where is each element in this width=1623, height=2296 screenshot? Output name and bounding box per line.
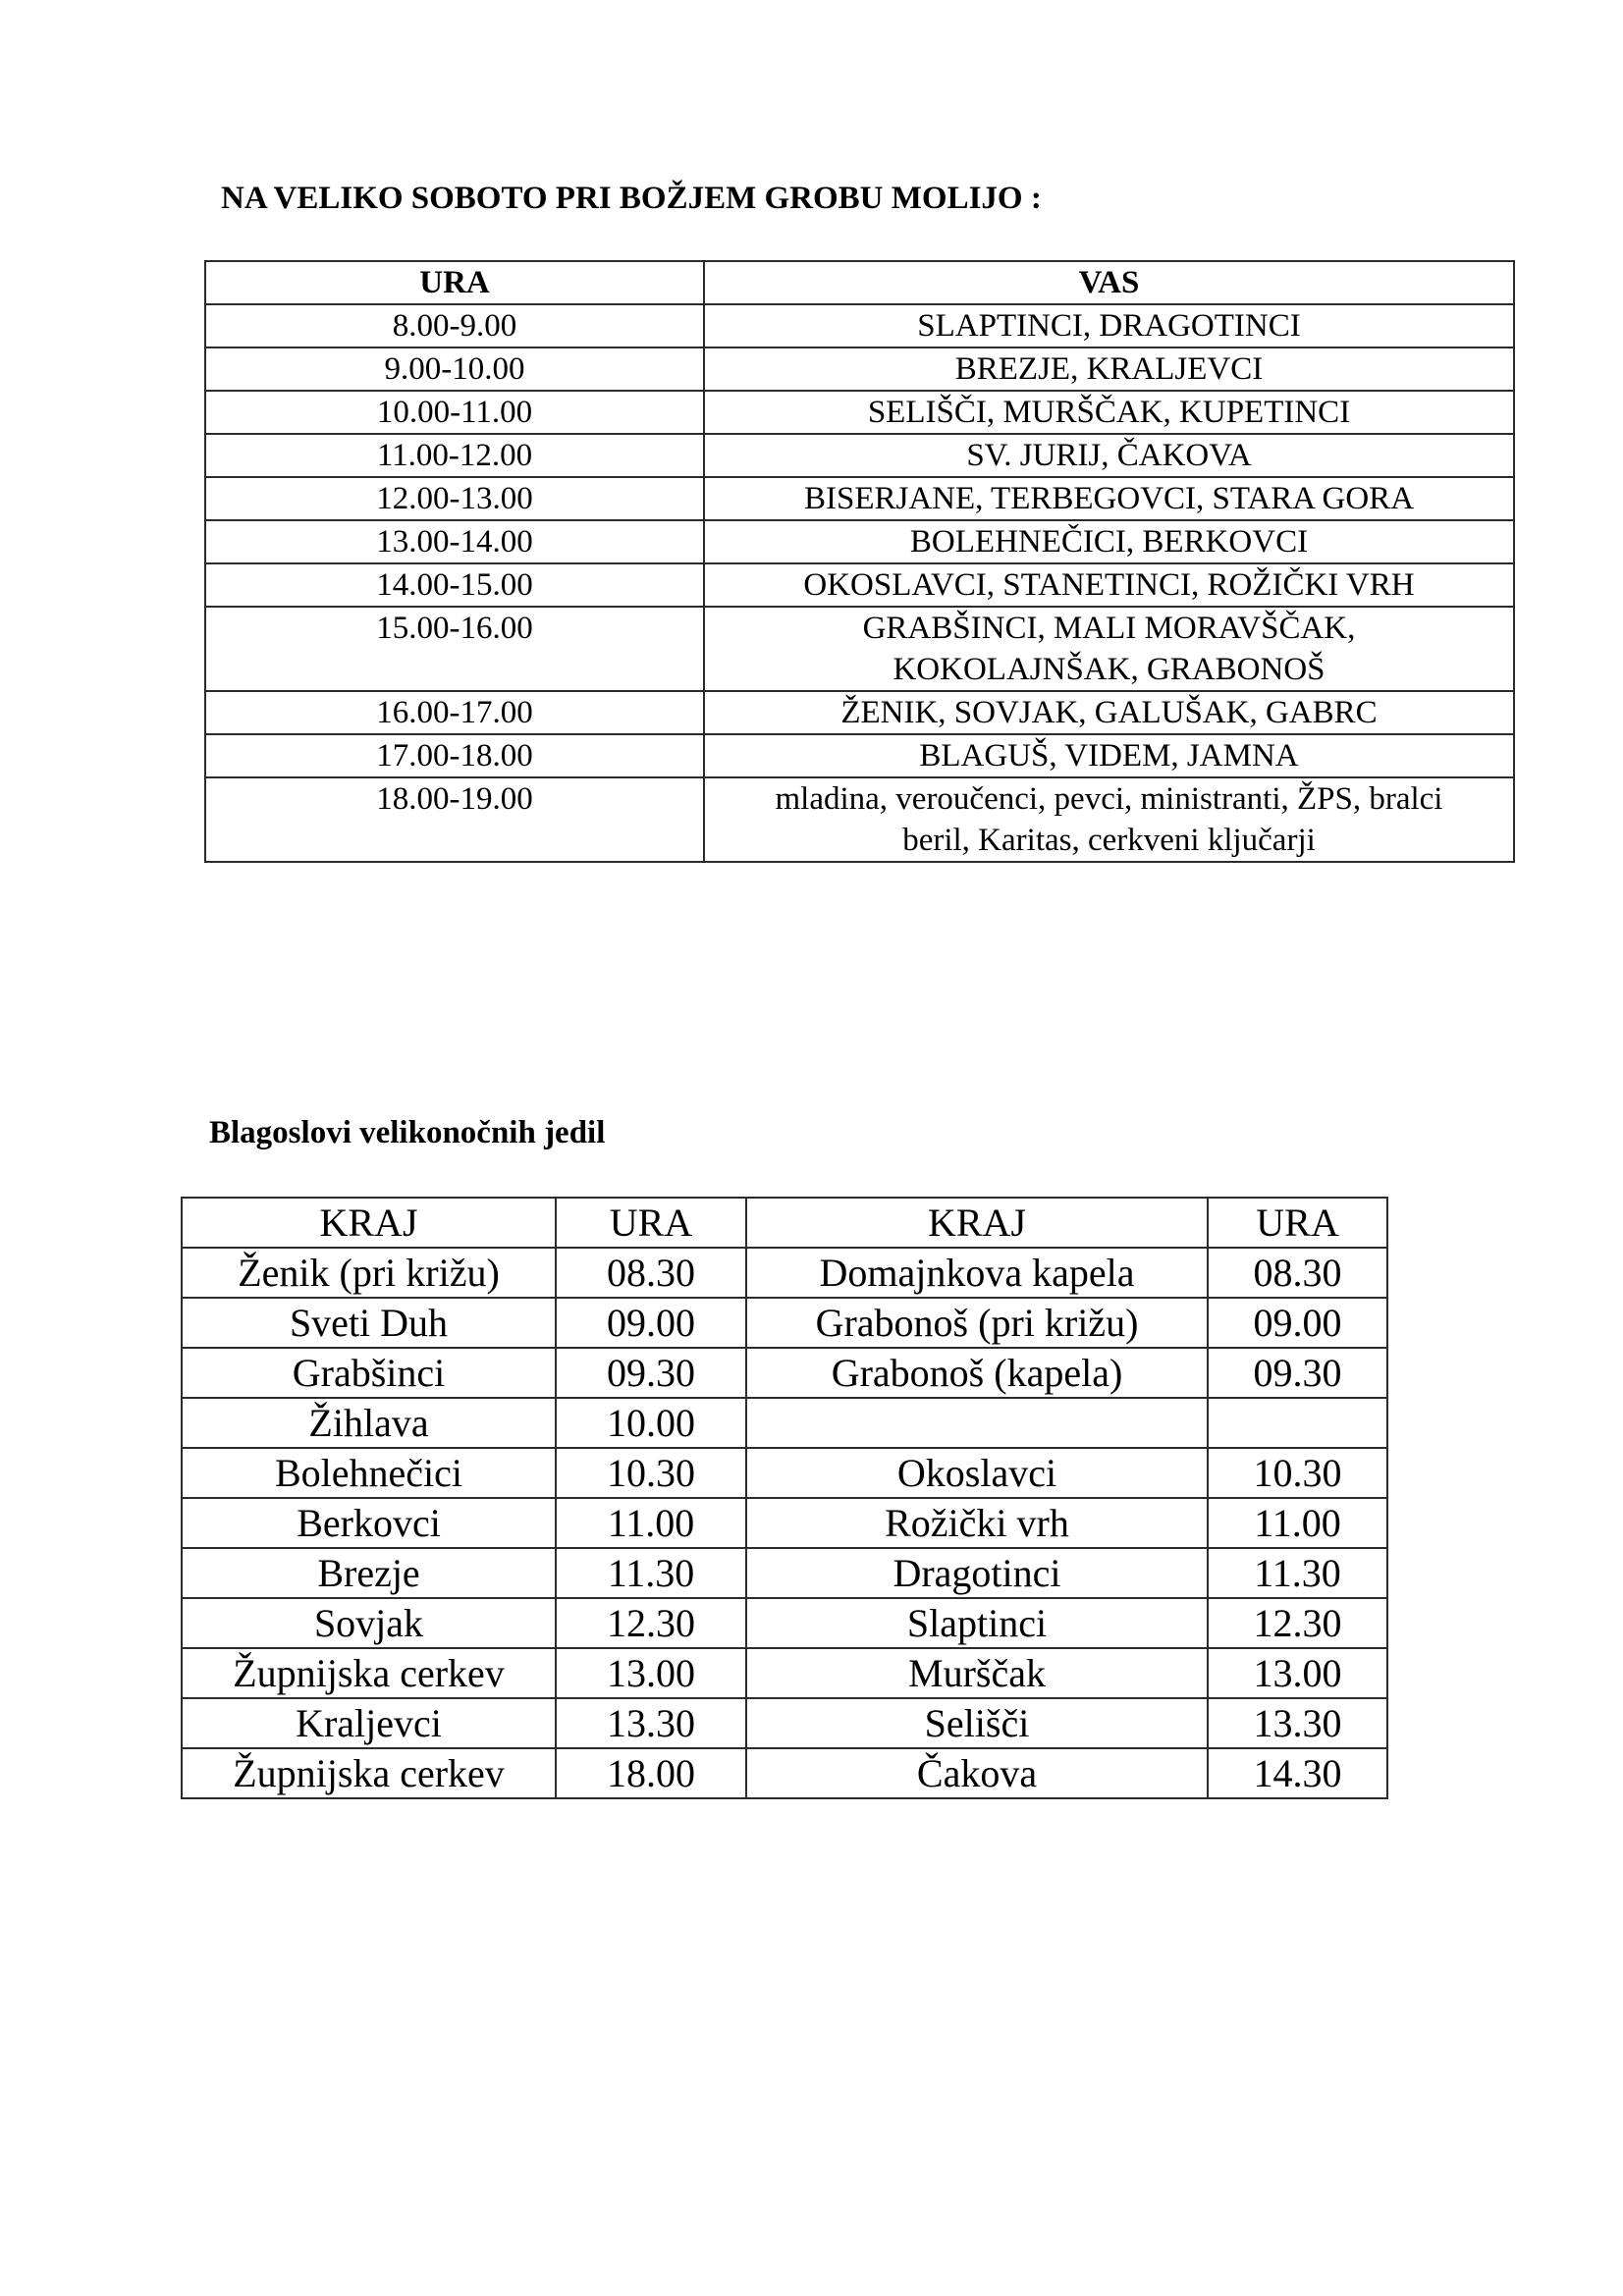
time-cell: 18.00-19.00 (205, 777, 704, 862)
place-cell: Sveti Duh (182, 1298, 556, 1348)
time-cell: 08.30 (1208, 1248, 1387, 1298)
table-row (182, 1648, 1387, 1698)
village-text: BLAGUŠ, VIDEM, JAMNA (919, 738, 1299, 774)
village-text: mladina, veroučenci, pevci, ministranti, ŽPS, bralci (775, 781, 1443, 817)
table-row (205, 477, 1514, 520)
village-text: GRABŠINCI, MALI MORAVŠČAK, (862, 611, 1356, 646)
time-cell (1208, 1398, 1387, 1448)
village-text: SELIŠČI, MURŠČAK, KUPETINCI (867, 395, 1351, 430)
column-header-ura: URA (205, 261, 704, 304)
prayer-schedule-table (204, 260, 1515, 863)
place-cell: Grabšinci (182, 1348, 556, 1398)
table-row (205, 607, 1514, 691)
time-cell: 14.30 (1208, 1748, 1387, 1798)
time-cell: 8.00-9.00 (205, 304, 704, 347)
table-row (205, 691, 1514, 734)
place-cell: Sovjak (182, 1598, 556, 1648)
table-row (182, 1448, 1387, 1498)
time-cell: 11.00 (556, 1498, 746, 1548)
table-row (182, 1498, 1387, 1548)
village-text: SLAPTINCI, DRAGOTINCI (917, 308, 1301, 344)
time-cell: 09.30 (1208, 1348, 1387, 1398)
column-header-ura-1: URA (556, 1198, 746, 1248)
time-cell: 12.30 (1208, 1598, 1387, 1648)
table-row (182, 1698, 1387, 1748)
time-cell: 13.00-14.00 (205, 520, 704, 563)
table-header-row (182, 1198, 1387, 1248)
table-row (182, 1398, 1387, 1448)
place-cell: Domajnkova kapela (746, 1248, 1208, 1298)
time-cell: 15.00-16.00 (205, 607, 704, 691)
place-cell: Grabonoš (kapela) (746, 1348, 1208, 1398)
time-cell: 08.30 (556, 1248, 746, 1298)
section-2-title: Blagoslovi velikonočnih jedil (209, 1115, 606, 1150)
place-cell: Okoslavci (746, 1448, 1208, 1498)
village-cell (704, 563, 1514, 607)
table-row (205, 734, 1514, 777)
village-cell (704, 347, 1514, 391)
time-cell: 13.30 (556, 1698, 746, 1748)
place-cell: Župnijska cerkev (182, 1748, 556, 1798)
table-row (205, 777, 1514, 862)
time-cell: 09.00 (1208, 1298, 1387, 1348)
time-cell: 10.00 (556, 1398, 746, 1448)
time-cell: 13.00 (1208, 1648, 1387, 1698)
village-cell (704, 304, 1514, 347)
time-cell: 11.00-12.00 (205, 434, 704, 477)
prayer-schedule-body (205, 304, 1514, 862)
village-text: OKOSLAVCI, STANETINCI, ROŽIČKI VRH (803, 567, 1415, 603)
place-cell: Selišči (746, 1698, 1208, 1748)
village-cell (704, 520, 1514, 563)
section-1-title: NA VELIKO SOBOTO PRI BOŽJEM GROBU MOLIJO : (221, 181, 1042, 216)
table-row (182, 1748, 1387, 1798)
time-cell: 16.00-17.00 (205, 691, 704, 734)
village-cell (704, 777, 1514, 862)
column-header-kraj-2: KRAJ (746, 1198, 1208, 1248)
table-row (205, 563, 1514, 607)
village-text-line-2: beril, Karitas, cerkveni ključarji (902, 823, 1316, 858)
place-cell: Dragotinci (746, 1548, 1208, 1598)
time-cell: 12.30 (556, 1598, 746, 1648)
time-cell: 13.00 (556, 1648, 746, 1698)
village-cell (704, 607, 1514, 691)
table-row (205, 434, 1514, 477)
village-text-line-2: KOKOLAJNŠAK, GRABONOŠ (893, 652, 1325, 687)
village-text: BISERJANE, TERBEGOVCI, STARA GORA (803, 481, 1415, 516)
place-cell: Rožički vrh (746, 1498, 1208, 1548)
place-cell: Brezje (182, 1548, 556, 1598)
village-cell (704, 691, 1514, 734)
place-cell: Slaptinci (746, 1598, 1208, 1648)
table-row (182, 1598, 1387, 1648)
table-header-row (205, 261, 1514, 304)
place-cell: Murščak (746, 1648, 1208, 1698)
village-cell (704, 734, 1514, 777)
time-cell: 14.00-15.00 (205, 563, 704, 607)
table-row (182, 1248, 1387, 1298)
place-cell: Župnijska cerkev (182, 1648, 556, 1698)
time-cell: 10.30 (556, 1448, 746, 1498)
time-cell: 11.30 (556, 1548, 746, 1598)
column-header-kraj-1: KRAJ (182, 1198, 556, 1248)
village-text: ŽENIK, SOVJAK, GALUŠAK, GABRC (840, 695, 1378, 730)
place-cell (746, 1398, 1208, 1448)
table-row (205, 347, 1514, 391)
place-cell: Žihlava (182, 1398, 556, 1448)
time-cell: 18.00 (556, 1748, 746, 1798)
time-cell: 10.30 (1208, 1448, 1387, 1498)
table-row (205, 304, 1514, 347)
time-cell: 11.30 (1208, 1548, 1387, 1598)
column-header-vas: VAS (704, 261, 1514, 304)
village-text: SV. JURIJ, ČAKOVA (966, 438, 1252, 473)
blessing-schedule-table (181, 1197, 1388, 1799)
time-cell: 13.30 (1208, 1698, 1387, 1748)
column-header-ura-2: URA (1208, 1198, 1387, 1248)
table-row (205, 520, 1514, 563)
time-cell: 09.00 (556, 1298, 746, 1348)
table-row (182, 1348, 1387, 1398)
village-cell (704, 477, 1514, 520)
time-cell: 9.00-10.00 (205, 347, 704, 391)
village-text: BOLEHNEČICI, BERKOVCI (909, 524, 1309, 560)
blessing-schedule-body (182, 1248, 1387, 1798)
place-cell: Berkovci (182, 1498, 556, 1548)
place-cell: Bolehnečici (182, 1448, 556, 1498)
time-cell: 11.00 (1208, 1498, 1387, 1548)
place-cell: Kraljevci (182, 1698, 556, 1748)
table-row (182, 1298, 1387, 1348)
village-text: BREZJE, KRALJEVCI (954, 351, 1264, 387)
time-cell: 12.00-13.00 (205, 477, 704, 520)
table-row (205, 391, 1514, 434)
table-row (182, 1548, 1387, 1598)
place-cell: Ženik (pri križu) (182, 1248, 556, 1298)
time-cell: 09.30 (556, 1348, 746, 1398)
time-cell: 10.00-11.00 (205, 391, 704, 434)
village-cell (704, 391, 1514, 434)
place-cell: Grabonoš (pri križu) (746, 1298, 1208, 1348)
time-cell: 17.00-18.00 (205, 734, 704, 777)
village-cell (704, 434, 1514, 477)
place-cell: Čakova (746, 1748, 1208, 1798)
